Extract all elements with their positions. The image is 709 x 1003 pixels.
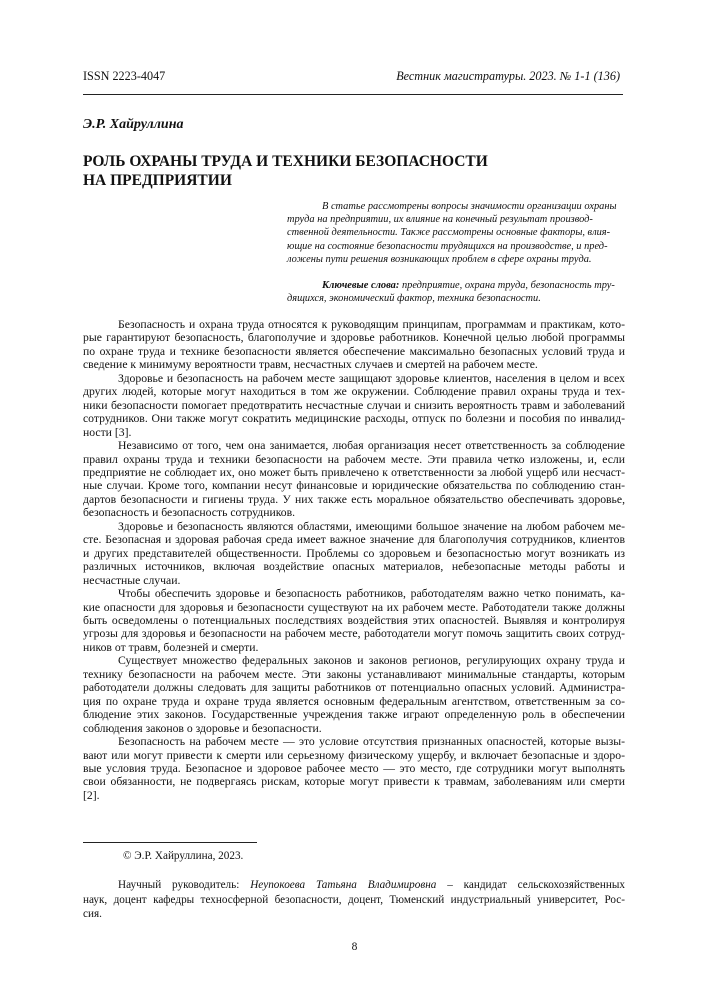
body-line: работодатели должны следовать для защиты работников от потенциально опасных условий. Администра-	[83, 681, 625, 695]
body-line: Здоровье и безопасность на рабочем месте защищают здоровье клиентов, населения в целом и всех	[118, 371, 625, 385]
keywords-text: предприятие, охрана труда, безопасность тру-	[401, 280, 615, 291]
abstract-line: труда на предприятии, их влияние на конечный результат производ-	[287, 214, 593, 226]
supervisor-degree: – кандидат сельскохозяйственных	[436, 879, 625, 891]
abstract-line: В статье рассмотрены вопросы значимости организации охраны	[322, 201, 617, 212]
article-body	[83, 318, 625, 802]
body-line: [2].	[83, 788, 100, 802]
supervisor-line: наук, доцент кафедры техносферной безопасности, доцент, Тюменский индустриальный университет, Рос-	[83, 893, 625, 906]
keywords-label: Ключевые слова:	[322, 280, 400, 291]
body-line: вые условия труда. Безопасное и здоровое рабочее место — это место, где сотрудники могут выполнять	[83, 761, 625, 775]
body-line: блюдение этих законов. Государственные учреждения также играют определенную роль в обеспечении	[83, 708, 625, 722]
body-line: рые гарантируют безопасность, благополучие и здоровье работников. Конечной целью любой программы	[83, 331, 625, 345]
body-line: ности [3].	[83, 425, 132, 439]
body-line: быть осведомлены о потенциальных последствиях воздействия этих опасностей. Выявляя и контролируя	[83, 613, 625, 627]
body-line: кие опасности для здоровья и безопасности существуют на их рабочем месте. Работодатели также должны	[83, 600, 625, 614]
body-line: по охране труда и технике безопасности является обеспечение максимально безопасных условий труда и	[83, 344, 625, 358]
body-line: свои обязанности, не подвергаясь рискам, которые могут привести к травмам, заболеваниям или смерти	[83, 775, 625, 789]
article-title-line: НА ПРЕДПРИЯТИИ	[83, 172, 232, 189]
body-line: ники безопасности помогает предотвратить несчастные случаи и снизить вероятность травм и заболеваний	[83, 398, 625, 412]
body-line: других людей, которые могут находиться в том же окружении. Соблюдение правил охраны труда и тех-	[83, 385, 625, 399]
body-paragraph	[83, 372, 625, 439]
page-number: 8	[351, 941, 358, 953]
article-title-line: РОЛЬ ОХРАНЫ ТРУДА И ТЕХНИКИ БЕЗОПАСНОСТИ	[83, 153, 488, 170]
abstract-line: ственной деятельности. Также рассмотрены основные факторы, влия-	[287, 227, 611, 239]
body-paragraph	[83, 654, 625, 735]
body-line: Безопасность и охрана труда относятся к руководящим принципам, программам и практикам, кото-	[118, 318, 625, 331]
body-paragraph	[83, 439, 625, 520]
body-line: правил охраны труда и техники безопасности на рабочем месте. Эти правила четко изложены, и, если	[83, 452, 625, 466]
body-line: сте. Безопасная и здоровая рабочая среда имеет важное значение для благополучия сотрудников, клиентов	[83, 533, 625, 547]
article-title	[83, 152, 603, 190]
supervisor-prefix: Научный руководитель:	[118, 879, 251, 891]
body-paragraph	[83, 318, 625, 372]
issn-label: ISSN 2223-4047	[83, 69, 166, 83]
body-line: Безопасность на рабочем месте — это условие отсутствия признанных опасностей, которые вызы-	[118, 735, 625, 749]
body-line: предприятие не соблюдает их, оно может быть привлечено к ответственности за любой ущерб или несчаст-	[83, 465, 625, 479]
body-line: и других представителей общественности. Проблемы со здоровьем и безопасностью могут возникать из	[83, 546, 625, 560]
supervisor-name: Неупокоева Татьяна Владимировна	[250, 879, 437, 891]
running-header	[83, 68, 620, 84]
article-author: Э.Р. Хайруллина	[83, 117, 184, 132]
abstract-line: ложены пути решения возникающих проблем в сфере охраны труда.	[287, 253, 592, 265]
copyright-note: © Э.Р. Хайруллина, 2023.	[123, 850, 244, 862]
supervisor-line	[83, 878, 625, 893]
keywords-line: дящихся, экономический фактор, техника безопасности.	[287, 293, 541, 305]
body-paragraph	[83, 587, 625, 654]
body-line: безопасность и безопасность сотрудников.	[83, 506, 296, 520]
article-keywords	[287, 279, 625, 305]
body-line: несчастные случаи.	[83, 573, 181, 587]
body-paragraph	[83, 735, 625, 802]
article-abstract	[287, 200, 625, 266]
body-line: технику безопасности на рабочем месте. Эти законы устанавливают минимальные стандарты, которым	[83, 667, 625, 681]
body-line: вают или могут привести к смерти или серьезному физическому ущербу, и включает безопасные и здоро-	[83, 748, 625, 762]
body-line: соблюдения законов о здоровье и безопасности.	[83, 721, 322, 735]
body-line: ные случаи. Кроме того, компании несут финансовые и юридические обязательства по соблюдению стан-	[83, 479, 625, 493]
body-line: сведение к минимуму вероятности травм, несчастных случаев и смертей на рабочем месте.	[83, 358, 538, 372]
body-line: угрозы для здоровья и безопасности на рабочем месте, работодатели могут помочь защитить своих сотруд-	[83, 627, 625, 641]
body-line: сотрудников. Они также могут сократить медицинские расходы, отпуск по болезни и пособия по инвалид-	[83, 412, 625, 426]
footnote-divider	[83, 842, 257, 843]
abstract-line: ющие на состояние безопасности трудящихся на производстве, и пред-	[287, 240, 608, 252]
keywords-line	[287, 279, 625, 292]
body-line: различных источников, включая воздействие опасных материалов, небезопасные методы работы и	[83, 560, 625, 574]
body-line: Чтобы обеспечить здоровье и безопасность работников, работодателям важно четко понимать, ка-	[118, 587, 625, 601]
body-line: Здоровье и безопасность являются областями, имеющими большое значение на любом рабочем ме-	[118, 519, 625, 533]
supervisor-line: сия.	[83, 908, 102, 920]
body-line: Независимо от того, чем она занимается, любая организация несет ответственность за соблюдение	[118, 439, 625, 453]
body-line: ция по охране труда и охране труда является основным федеральным агентством, ответственным за со-	[83, 694, 625, 708]
body-line: ников от травм, болезней и смерти.	[83, 640, 259, 654]
journal-citation: Вестник магистратуры. 2023. № 1-1 (136)	[396, 69, 620, 83]
supervisor-note	[83, 878, 625, 922]
body-line: Существует множество федеральных законов и законов регионов, регулирующих охрану труда и	[118, 654, 625, 668]
body-paragraph	[83, 520, 625, 587]
header-divider	[83, 94, 623, 95]
body-line: дартов безопасности и гигиены труда. У них также есть моральное обязательство обеспечивать здоровье,	[83, 492, 625, 506]
